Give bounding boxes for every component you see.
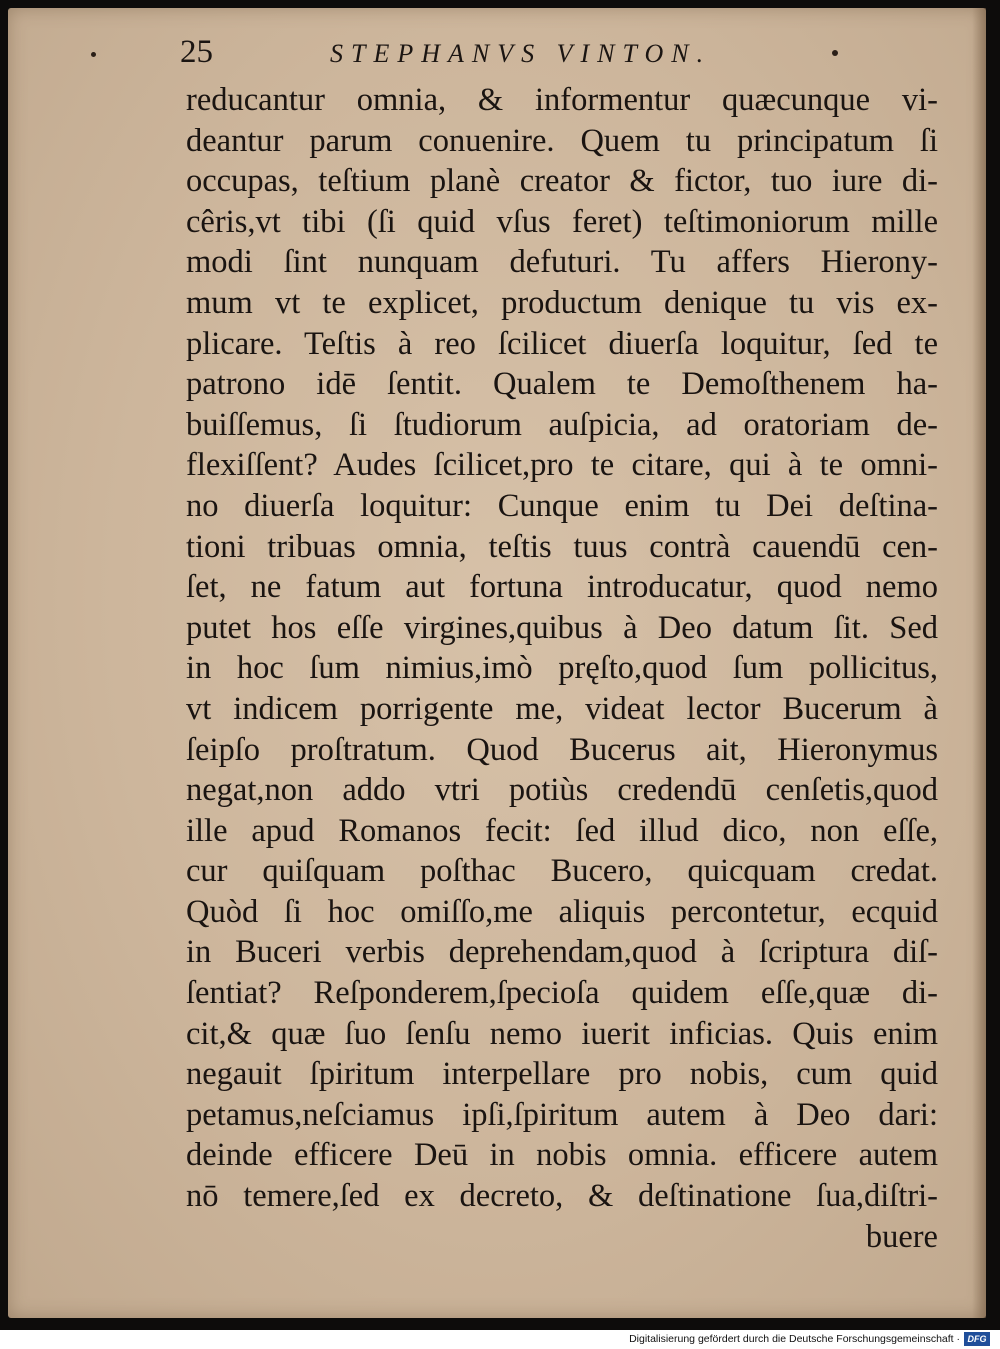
text-line: plicare. Teſtis à reo ſcilicet diuerſa loquitur, ſed te xyxy=(186,325,938,362)
text-line: putet hos eſſe virgines,quibus à Deo datum ſit. Sed xyxy=(186,609,938,646)
ink-speck xyxy=(91,52,96,57)
text-line: in hoc ſum nimius,imò pręſto,quod ſum pollicitus, xyxy=(186,650,938,687)
dfg-credit-text: Digitalisierung gefördert durch die Deutsche Forschungsgemeinschaft · xyxy=(629,1333,960,1345)
text-line: buiſſemus, ſi ſtudiorum auſpicia, ad oratoriam de- xyxy=(186,406,938,443)
text-line: ſeipſo proſtratum. Quod Bucerus ait, Hieronymus xyxy=(186,731,938,768)
text-line: mum vt te explicet, productum denique tu vis ex- xyxy=(186,284,938,321)
text-line: deinde efficere Deū in nobis omnia. efficere autem xyxy=(186,1137,938,1174)
text-line: negauit ſpiritum interpellare pro nobis, cum quid xyxy=(186,1056,938,1093)
dfg-logo-icon: DFG xyxy=(964,1332,990,1346)
text-line: in Buceri verbis deprehendam,quod à ſcriptura diſ- xyxy=(186,934,938,971)
text-line: nō temere,ſed ex decreto, & deſtinatione ſua,diſtri- xyxy=(186,1178,938,1215)
running-head: STEPHANVS VINTON. xyxy=(330,39,712,68)
text-line: modi ſint nunquam defuturi. Tu affers Hierony- xyxy=(186,244,938,281)
text-line: patrono idē ſentit. Qualem te Demoſthenem ha- xyxy=(186,366,938,403)
text-line: ille apud Romanos fecit: ſed illud dico, non eſſe, xyxy=(186,812,938,849)
text-line: flexiſſent? Audes ſcilicet,pro te citare, qui à te omni- xyxy=(186,447,938,484)
text-line: reducantur omnia, & informentur quæcunque vi- xyxy=(186,82,938,118)
text-line: vt indicem porrigente me, videat lector Bucerum à xyxy=(186,690,938,727)
text-line: Quòd ſi hoc omiſſo,me aliquis percontetur, ecquid xyxy=(186,893,938,930)
folio-number: 25 xyxy=(180,34,213,70)
book-page xyxy=(8,8,986,1318)
text-line: no diuerſa loquitur: Cunque enim tu Dei deſtina- xyxy=(186,487,938,524)
text-line: petamus,neſciamus ipſi,ſpiritum autem à Deo dari: xyxy=(186,1096,938,1133)
text-line: cêris,vt tibi (ſi quid vſus feret) teſtimoniorum mille xyxy=(186,203,938,240)
text-line: cur quiſquam poſthac Bucero, quicquam credat. xyxy=(186,853,938,890)
text-line: occupas, teſtium planè creator & fictor, tuo iure di- xyxy=(186,163,938,200)
page-header xyxy=(180,30,860,74)
page-edge-shadow xyxy=(972,8,986,1318)
text-line: ſet, ne fatum aut fortuna introducatur, quod nemo xyxy=(186,569,938,606)
text-line: cit,& quæ ſuo ſenſu nemo iuerit inficias. Quis enim xyxy=(186,1015,938,1052)
digitization-footer xyxy=(0,1330,1000,1349)
text-line: ſentiat? Reſponderem,ſpecioſa quidem eſſe,quæ di- xyxy=(186,975,938,1012)
catchword: buere xyxy=(865,1218,938,1255)
text-line: negat,non addo vtri potiùs credendū cenſetis,quod xyxy=(186,772,938,809)
ink-speck xyxy=(832,50,838,56)
text-line: deantur parum conuenire. Quem tu principatum ſi xyxy=(186,122,938,159)
text-line: tioni tribuas omnia, teſtis tuus contrà cauendū cen- xyxy=(186,528,938,565)
body-text xyxy=(186,80,938,1257)
